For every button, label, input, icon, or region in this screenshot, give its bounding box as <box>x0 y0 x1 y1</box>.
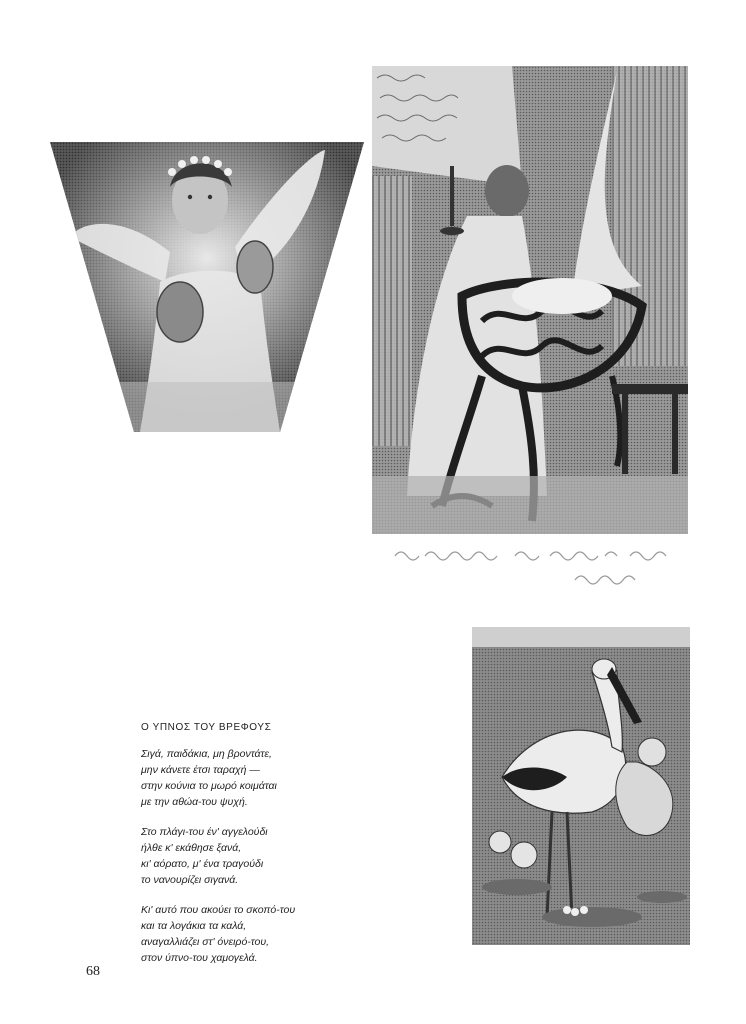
poem-line: Σιγά, παιδάκια, μη βροντάτε, <box>141 748 272 760</box>
mother-cradle-photo <box>372 66 688 534</box>
poem-title: Ο ΥΠΝΟΣ ΤΟΥ ΒΡΕΦΟΥΣ <box>141 722 272 733</box>
poem-line: με την αθώα-του ψυχή. <box>141 796 248 808</box>
poem-line: στον ύπνο-του χαμογελά. <box>141 952 258 964</box>
poem-stanza-3 <box>141 902 371 966</box>
poem-line: και τα λογάκια τα καλά, <box>141 920 247 932</box>
poem-line: μην κάνετε έτσι ταραχή — <box>141 764 260 776</box>
poem-line: Στο πλάγι-του έν' αγγελούδι <box>141 826 268 838</box>
poem-stanza-2 <box>141 824 371 888</box>
handwritten-caption <box>385 538 685 595</box>
poem-line: αναγαλλιάζει στ' όνειρό-του, <box>141 936 270 948</box>
stork-babies-illustration <box>472 627 690 945</box>
poem-line: κι' αόρατο, μ' ένα τραγούδι <box>141 858 264 870</box>
poem-line: ήλθε κ' εκάθησε ξανά, <box>141 842 242 854</box>
page-number: 68 <box>86 964 100 979</box>
poem-line: στην κούνια το μωρό κοιμάται <box>141 780 277 792</box>
poem-line: το νανουρίζει σιγανά. <box>141 874 239 886</box>
angel-child-photo <box>50 142 364 432</box>
poem <box>141 720 371 980</box>
poem-line: Κι' αυτό που ακούει το σκοπό-του <box>141 904 296 916</box>
poem-stanza-1 <box>141 746 371 810</box>
